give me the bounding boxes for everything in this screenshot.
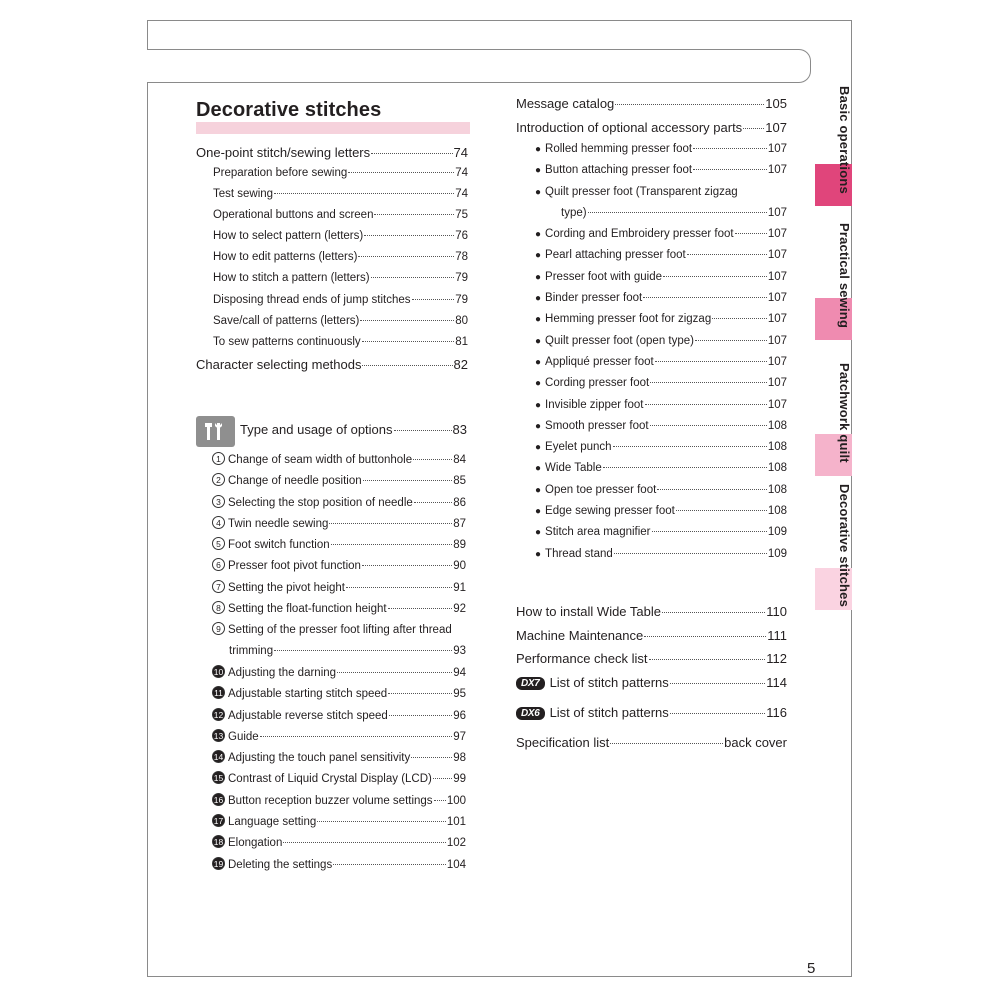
toc-entry-label: Foot switch function [228, 539, 330, 552]
toc-entry[interactable] [196, 294, 468, 315]
leader-dots [657, 489, 767, 490]
toc-entry-page: 107 [767, 313, 787, 326]
bullet-icon: ● [535, 356, 542, 368]
toc-entry-page: 87 [453, 517, 466, 530]
toc-entry-page: 108 [767, 441, 787, 454]
leader-dots [650, 382, 767, 383]
item-number-badge: 8 [212, 601, 225, 614]
left-toc [196, 145, 468, 379]
toc-entry-label: Message catalog [516, 96, 615, 111]
toc-entry-page: 99 [453, 773, 466, 786]
toc-entry[interactable] [516, 651, 787, 675]
toc-entry[interactable] [535, 164, 787, 185]
toc-entry-page: 108 [767, 505, 787, 518]
toc-entry-page: 78 [455, 251, 468, 264]
side-tab-decorative-stitches[interactable]: Decorative stitches [837, 484, 852, 608]
toc-entry-page: 116 [766, 704, 787, 720]
toc-entry[interactable] [535, 143, 787, 164]
leader-dots [645, 404, 767, 405]
toc-entry-label: Introduction of optional accessory parts [516, 119, 743, 135]
leader-dots [389, 715, 452, 716]
item-number-badge: 16 [213, 794, 224, 805]
toc-entry-line [212, 623, 466, 644]
toc-entry-page: 86 [453, 496, 466, 509]
toc-entry-page: 110 [766, 604, 787, 619]
toc-entry-label: Performance check list [516, 651, 648, 666]
toc-entry-label: Adjustable starting stitch speed [228, 688, 388, 701]
leader-dots [331, 544, 453, 545]
bullet-icon: ● [535, 250, 542, 262]
leader-dots [337, 672, 452, 673]
toc-entry-label: Cording and Embroidery presser foot [545, 228, 734, 241]
toc-entry-label: Presser foot with guide [545, 270, 663, 283]
toc-entry-page: 102 [446, 837, 466, 850]
leader-dots [712, 318, 767, 319]
leader-dots [614, 553, 767, 554]
right-bottom-toc [516, 604, 787, 758]
toc-entry-page: 107 [765, 119, 787, 135]
toc-entry[interactable] [535, 335, 787, 356]
toc-entry[interactable] [535, 462, 787, 483]
toc-entry-label: Test sewing [213, 187, 274, 200]
item-number-badge: 6 [212, 558, 225, 571]
page-title: Decorative stitches [196, 99, 382, 121]
toc-entry-label: Thread stand [545, 547, 613, 560]
toc-entry[interactable] [212, 815, 466, 836]
toc-entry-label: Button attaching presser foot [545, 164, 693, 177]
item-number-badge: 10 [213, 666, 224, 677]
toc-entry-label: Setting the float-function height [228, 603, 387, 616]
toc-entry[interactable] [535, 228, 787, 249]
toc-entry-label: Preparation before sewing [213, 166, 348, 179]
toc-entry[interactable] [196, 188, 468, 209]
leader-dots [655, 361, 767, 362]
toc-entry-page: 74 [455, 187, 468, 200]
toc-entry-page: 93 [453, 644, 466, 657]
toc-entry[interactable] [212, 794, 466, 815]
toc-entry-label: Eyelet punch [545, 441, 612, 454]
toc-entry[interactable] [196, 230, 468, 251]
toc-entry-label: Language setting [228, 816, 317, 829]
leader-dots [411, 757, 452, 758]
leader-dots [274, 193, 454, 194]
leader-dots [670, 683, 765, 684]
item-number-badge: 14 [213, 752, 224, 763]
toc-entry-page: 79 [455, 293, 468, 306]
leader-dots [433, 778, 452, 779]
side-tab-practical-sewing[interactable]: Practical sewing [837, 223, 852, 329]
toc-entry-label: Specification list [516, 734, 610, 750]
item-number-badge: 19 [213, 858, 224, 869]
model-badge-dx7: DX7 [516, 677, 545, 690]
toc-entry-page: 108 [767, 462, 787, 475]
toc-entry[interactable] [212, 666, 466, 687]
bullet-icon: ● [535, 506, 542, 518]
toc-entry[interactable] [212, 559, 466, 580]
item-number-badge: 13 [213, 730, 224, 741]
leader-dots [360, 320, 454, 321]
toc-entry-label: Contrast of Liquid Crystal Display (LCD) [228, 773, 432, 786]
toc-entry[interactable] [196, 357, 468, 379]
leader-dots [346, 587, 452, 588]
toc-entry[interactable] [516, 628, 787, 652]
toc-entry[interactable] [516, 735, 787, 759]
toc-entry[interactable] [212, 517, 466, 538]
leader-dots [663, 276, 767, 277]
item-number-badge: 7 [212, 580, 225, 593]
leader-dots [695, 340, 767, 341]
toc-entry[interactable] [196, 272, 468, 293]
toc-entry-label: Guide [228, 730, 259, 743]
toc-entry[interactable] [535, 399, 787, 420]
toc-entry[interactable] [196, 336, 468, 357]
leader-dots [735, 233, 767, 234]
toc-entry[interactable] [212, 730, 466, 751]
toc-entry-page: 108 [767, 483, 787, 496]
toc-entry-page: 90 [453, 560, 466, 573]
toc-entry-page: 94 [453, 666, 466, 679]
options-tools-icon [196, 416, 235, 447]
toc-entry-page: 82 [453, 357, 468, 373]
leader-dots [374, 214, 454, 215]
toc-entry-label: Selecting the stop position of needle [228, 496, 413, 509]
toc-entry-label: Wide Table [545, 462, 602, 475]
leader-dots [662, 612, 765, 613]
toc-entry-label: Twin needle sewing [228, 517, 329, 530]
leader-dots [413, 459, 452, 460]
toc-entry[interactable] [212, 751, 466, 772]
item-number-badge: 17 [213, 816, 224, 827]
toc-entry-page: 107 [767, 206, 787, 219]
bullet-icon: ● [535, 314, 542, 326]
bullet-icon: ● [535, 144, 542, 155]
leader-dots [412, 299, 455, 300]
side-tab-patchwork-quilt[interactable]: Patchwork quilt [837, 363, 852, 463]
toc-entry-label: Rolled hemming presser foot [545, 143, 693, 155]
toc-entry[interactable] [516, 120, 787, 144]
leader-dots [644, 636, 766, 637]
toc-entry-label: Elongation [228, 837, 283, 850]
bullet-icon: ● [535, 399, 542, 411]
leader-dots [613, 446, 767, 447]
leader-dots [260, 736, 453, 737]
leader-dots [652, 531, 767, 532]
toc-entry-label: To sew patterns continuously [213, 336, 361, 348]
bullet-icon: ● [535, 271, 542, 283]
toc-entry-page: 89 [453, 539, 466, 552]
leader-dots [283, 842, 445, 843]
bullet-icon: ● [535, 420, 542, 432]
toc-entry[interactable] [535, 292, 787, 313]
item-number-badge: 18 [213, 837, 224, 848]
toc-entry-page: 107 [767, 270, 787, 283]
leader-dots [388, 693, 452, 694]
toc-entry-label: List of stitch patterns [549, 704, 669, 720]
toc-entry-page: 107 [767, 164, 787, 177]
toc-entry-multiline[interactable] [535, 186, 787, 229]
item-number-badge: 11 [212, 686, 225, 699]
toc-entry-page: 91 [453, 581, 466, 594]
leader-dots [414, 502, 452, 503]
item-number-badge: 4 [212, 516, 225, 529]
toc-entry[interactable] [535, 377, 787, 398]
toc-entry-label: One-point stitch/sewing letters [196, 145, 371, 160]
leader-dots [388, 608, 453, 609]
toc-entry-page: 104 [446, 858, 466, 871]
leader-dots [362, 365, 452, 366]
toc-entry-label: Adjusting the darning [228, 666, 337, 679]
leader-dots [610, 743, 723, 744]
bullet-icon: ● [535, 548, 542, 560]
toc-entry[interactable] [516, 96, 787, 120]
toc-entry-label: How to select pattern (letters) [213, 230, 364, 243]
toc-entry-page: 107 [767, 377, 787, 390]
toc-entry-page: 107 [767, 398, 787, 411]
toc-entry[interactable] [196, 167, 468, 188]
item-number-badge: 5 [212, 537, 225, 550]
options-heading-page: 83 [452, 422, 467, 437]
toc-entry-label: Invisible zipper foot [545, 398, 644, 411]
side-tab-basic-operations[interactable]: Basic operations [837, 86, 852, 194]
toc-entry-page: 98 [453, 752, 466, 765]
bullet-icon: ● [535, 165, 542, 177]
toc-entry-page: 97 [453, 730, 466, 743]
toc-entry[interactable] [212, 772, 466, 793]
leader-dots [329, 523, 452, 524]
toc-entry-page: 114 [766, 674, 787, 690]
leader-dots [371, 153, 452, 154]
toc-entry-multiline[interactable] [212, 623, 466, 666]
leader-dots [362, 565, 452, 566]
toc-entry-page: 79 [455, 272, 468, 285]
toc-entry-label: Deleting the settings [228, 858, 333, 871]
toc-entry-page: 95 [453, 688, 466, 701]
bullet-icon: ● [535, 378, 542, 390]
toc-entry-label: Adjustable reverse stitch speed [228, 709, 388, 722]
leader-dots [670, 713, 765, 714]
toc-entry-page: 81 [455, 336, 468, 348]
leader-dots [649, 659, 766, 660]
toc-entry[interactable] [535, 313, 787, 334]
toc-entry-label: List of stitch patterns [549, 674, 669, 690]
item-number-badge: 1 [212, 452, 225, 465]
toc-entry-page: 108 [767, 419, 787, 432]
toc-entry[interactable] [196, 315, 468, 336]
leader-dots [693, 148, 767, 149]
toc-entry[interactable] [535, 526, 787, 547]
bullet-icon: ● [535, 186, 542, 198]
toc-entry-label: Character selecting methods [196, 357, 362, 373]
toc-entry-label: Pearl attaching presser foot [545, 249, 686, 262]
toc-entry-label: Edge sewing presser foot [545, 505, 675, 518]
bullet-icon: ● [535, 335, 542, 347]
toc-entry-page: 105 [765, 96, 787, 111]
toc-entry[interactable] [535, 356, 787, 377]
toc-entry-label: Hemming presser foot for zigzag [545, 313, 712, 326]
toc-entry[interactable] [516, 705, 787, 735]
toc-entry[interactable] [212, 474, 466, 495]
toc-entry-page: 107 [767, 334, 787, 347]
toc-entry-page: 107 [767, 143, 787, 155]
leader-dots [615, 104, 764, 105]
toc-entry-label: Setting of the presser foot lifting after thread [228, 624, 452, 637]
toc-entry[interactable] [212, 496, 466, 517]
toc-entry-page: 111 [767, 627, 787, 643]
leader-dots [687, 254, 767, 255]
leader-dots [358, 256, 454, 257]
toc-entry-label: Save/call of patterns (letters) [213, 314, 360, 327]
toc-entry[interactable] [196, 251, 468, 272]
toc-entry[interactable] [516, 675, 787, 705]
leader-dots [317, 821, 446, 822]
leader-dots [603, 467, 767, 468]
item-number-badge: 3 [212, 495, 225, 508]
item-number-badge: 2 [212, 473, 225, 486]
toc-entry[interactable] [535, 505, 787, 526]
leader-dots [363, 480, 453, 481]
toc-entry[interactable] [212, 836, 466, 857]
options-heading-label: Type and usage of options [240, 422, 393, 437]
item-number-badge: 15 [213, 773, 224, 784]
toc-entry[interactable] [535, 420, 787, 441]
toc-entry-page: 75 [455, 208, 468, 221]
leader-dots [434, 800, 446, 801]
options-heading[interactable] [240, 422, 467, 437]
toc-entry-label: Stitch area magnifier [545, 526, 651, 539]
toc-entry-page: 107 [767, 249, 787, 262]
bullet-icon: ● [535, 527, 542, 539]
toc-entry-label: Open toe presser foot [545, 483, 657, 496]
toc-entry[interactable] [212, 687, 466, 708]
toc-entry-page: 84 [453, 454, 466, 466]
toc-entry-page: 100 [446, 794, 466, 807]
toc-entry[interactable] [212, 709, 466, 730]
toc-entry-page: 109 [767, 526, 787, 539]
toc-entry-label: How to install Wide Table [516, 604, 661, 619]
toc-entry-page: 107 [767, 228, 787, 241]
toc-entry-label: Machine Maintenance [516, 627, 644, 643]
leader-dots [274, 650, 452, 651]
toc-entry-label: Presser foot pivot function [228, 560, 361, 573]
toc-entry-page: 74 [455, 166, 468, 179]
toc-entry-label: Operational buttons and screen [213, 208, 374, 221]
toc-entry[interactable] [196, 145, 468, 167]
bullet-icon: ● [535, 229, 542, 241]
toc-entry[interactable] [516, 604, 787, 628]
toc-entry-label: trimming [229, 644, 274, 657]
title-underline-band [196, 122, 470, 134]
toc-entry-label: Smooth presser foot [545, 419, 649, 432]
leader-dots [588, 212, 767, 213]
leader-dots [743, 128, 764, 129]
leader-dots [650, 425, 767, 426]
toc-entry-page: 107 [767, 355, 787, 368]
toc-entry-label: Binder presser foot [545, 292, 643, 305]
leader-dots [394, 430, 452, 431]
toc-entry-label: How to stitch a pattern (letters) [213, 272, 370, 285]
toc-entry-label: Quilt presser foot (open type) [545, 334, 694, 347]
toc-entry-label: Cording presser foot [545, 377, 650, 390]
bullet-icon: ● [535, 484, 542, 496]
leader-dots [333, 864, 446, 865]
leader-dots [676, 510, 767, 511]
item-number-badge: 12 [213, 709, 224, 720]
model-badge-dx6: DX6 [516, 707, 545, 720]
bullet-icon: ● [535, 463, 542, 475]
toc-entry-page: 101 [446, 816, 466, 829]
toc-entry-page: 109 [767, 547, 787, 560]
toc-entry-label: Quilt presser foot (Transparent zigzag [545, 185, 738, 198]
bullet-icon: ● [535, 442, 542, 454]
toc-entry-label: Adjusting the touch panel sensitivity [228, 752, 411, 765]
leader-dots [371, 277, 455, 278]
leader-dots [693, 169, 767, 170]
leader-dots [643, 297, 767, 298]
toc-entry-label: How to edit patterns (letters) [213, 251, 358, 264]
toc-entry[interactable] [212, 581, 466, 602]
toc-entry-line [535, 186, 787, 207]
item-number-badge: 9 [212, 622, 225, 635]
toc-entry-label: Appliqué presser foot [545, 355, 654, 368]
toc-entry[interactable] [212, 453, 466, 474]
toc-entry-page: 76 [455, 230, 468, 243]
toc-entry-page: 107 [767, 292, 787, 305]
toc-entry[interactable] [212, 602, 466, 623]
toc-entry[interactable] [535, 271, 787, 292]
toc-entry[interactable] [535, 207, 787, 228]
toc-entry[interactable] [196, 209, 468, 230]
leader-dots [364, 235, 454, 236]
toc-entry-page: 80 [455, 314, 468, 327]
options-toc [212, 453, 466, 879]
toc-entry-label: type) [561, 206, 587, 219]
toc-entry[interactable] [535, 441, 787, 462]
toc-entry-page: 112 [766, 651, 787, 666]
toc-entry-page: 96 [453, 709, 466, 722]
toc-entry-label: Button reception buzzer volume settings [228, 794, 433, 807]
toc-entry-page: 92 [453, 603, 466, 616]
toc-entry[interactable] [535, 484, 787, 505]
leader-dots [348, 172, 454, 173]
bullet-icon: ● [535, 293, 542, 305]
toc-entry-label: Setting the pivot height [228, 581, 345, 594]
toc-entry-label: Change of seam width of buttonhole [228, 454, 413, 466]
toc-entry-page: 85 [453, 475, 466, 488]
toc-entry[interactable] [212, 858, 466, 879]
toc-entry[interactable] [535, 249, 787, 270]
header-bar [147, 49, 811, 83]
toc-entry-label: Disposing thread ends of jump stitches [213, 293, 411, 306]
toc-entry-label: Change of needle position [228, 475, 362, 488]
leader-dots [362, 341, 455, 342]
page-number: 5 [807, 960, 816, 977]
right-toc [516, 96, 787, 569]
toc-entry[interactable] [212, 538, 466, 559]
toc-entry[interactable] [535, 548, 787, 569]
toc-entry[interactable] [212, 645, 466, 666]
toc-entry-page: back cover [724, 734, 787, 750]
toc-entry-page: 74 [453, 145, 468, 160]
